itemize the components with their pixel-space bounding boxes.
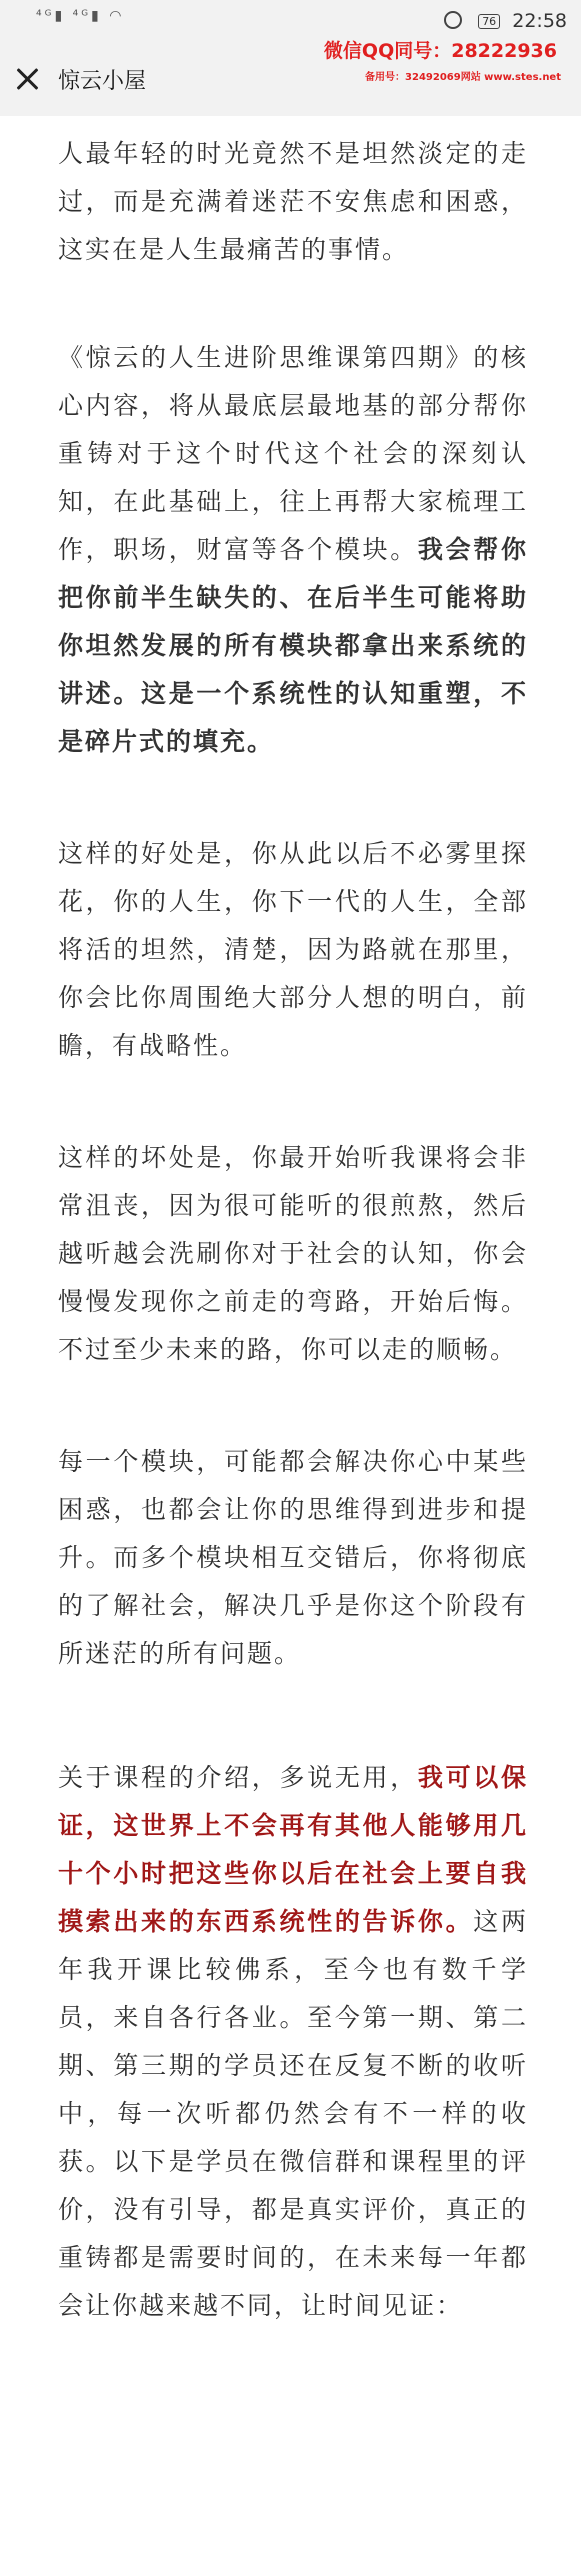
paragraph-6 <box>58 1754 528 2330</box>
paragraph-2 <box>58 334 528 766</box>
signal-icon: ⁴ᴳ▮ ⁴ᴳ▮ ◠ <box>36 8 125 24</box>
close-icon[interactable] <box>14 66 40 92</box>
watermark-sub: 备用号：32492069网站 www.stes.net <box>365 72 561 83</box>
paragraph-5: 每一个模块，可能都会解决你心中某些困惑，也都会让你的思维得到进步和提升。而多个模块相互交错后，你将彻底的了解社会，解决几乎是你这个阶段有所迷茫的所有问题。 <box>58 1447 528 1668</box>
paragraph-4: 这样的坏处是，你最开始听我课将会非常沮丧，因为很可能听的很煎熬，然后越听越会洗刷你对于社会的认知，你会慢慢发现你之前走的弯路，开始后悔。不过至少未来的路，你可以走的顺畅。 <box>58 1143 528 1364</box>
paragraph-6-rest: 这两年我开课比较佛系，至今也有数千学员，来自各行各业。至今第一期、第二期、第三期的学员还在反复不断的收听中，每一次听都仍然会有不一样的收获。以下是学员在微信群和课程里的评价，没有引导，都是真实评价，真正的重铸都是需要时间的，在未来每一年都会让你越来越不同，让时间见证： <box>58 1907 528 2320</box>
battery-icon: 76 <box>478 14 500 29</box>
paragraph-1: 人最年轻的时光竟然不是坦然淡定的走过，而是充满着迷茫不安焦虑和困惑，这实在是人生最痛苦的事情。 <box>58 139 528 264</box>
article-body <box>58 130 528 2330</box>
clock: 22:58 <box>512 10 567 32</box>
page-title: 惊云小屋 <box>58 69 147 94</box>
paragraph-2-bold: 我会帮你把你前半生缺失的、在后半生可能将助你坦然发展的所有模块都拿出来系统的讲述。这是一个系统性的认知重塑，不是碎片式的填充。 <box>58 535 528 756</box>
paragraph-6-intro: 关于课程的介绍，多说无用， <box>58 1763 418 1792</box>
status-right <box>444 10 567 32</box>
watermark-main: 微信QQ同号：28222936 <box>323 40 557 62</box>
alarm-icon <box>444 11 462 29</box>
paragraph-3: 这样的好处是，你从此以后不必雾里探花，你的人生，你下一代的人生，全部将活的坦然，清楚，因为路就在那里，你会比你周围绝大部分人想的明白，前瞻，有战略性。 <box>58 839 528 1060</box>
paragraph-2-text: 《惊云的人生进阶思维课第四期》的核心内容，将从最底层最地基的部分帮你重铸对于这个时代这个社会的深刻认知，在此基础上，往上再帮大家梳理工作，职场，财富等各个模块。 <box>58 343 528 564</box>
paragraph-6-highlight: 我可以保证，这世界上不会再有其他人能够用几十个小时把这些你以后在社会上要自我摸索出来的东西系统性的告诉你。 <box>58 1763 528 1936</box>
